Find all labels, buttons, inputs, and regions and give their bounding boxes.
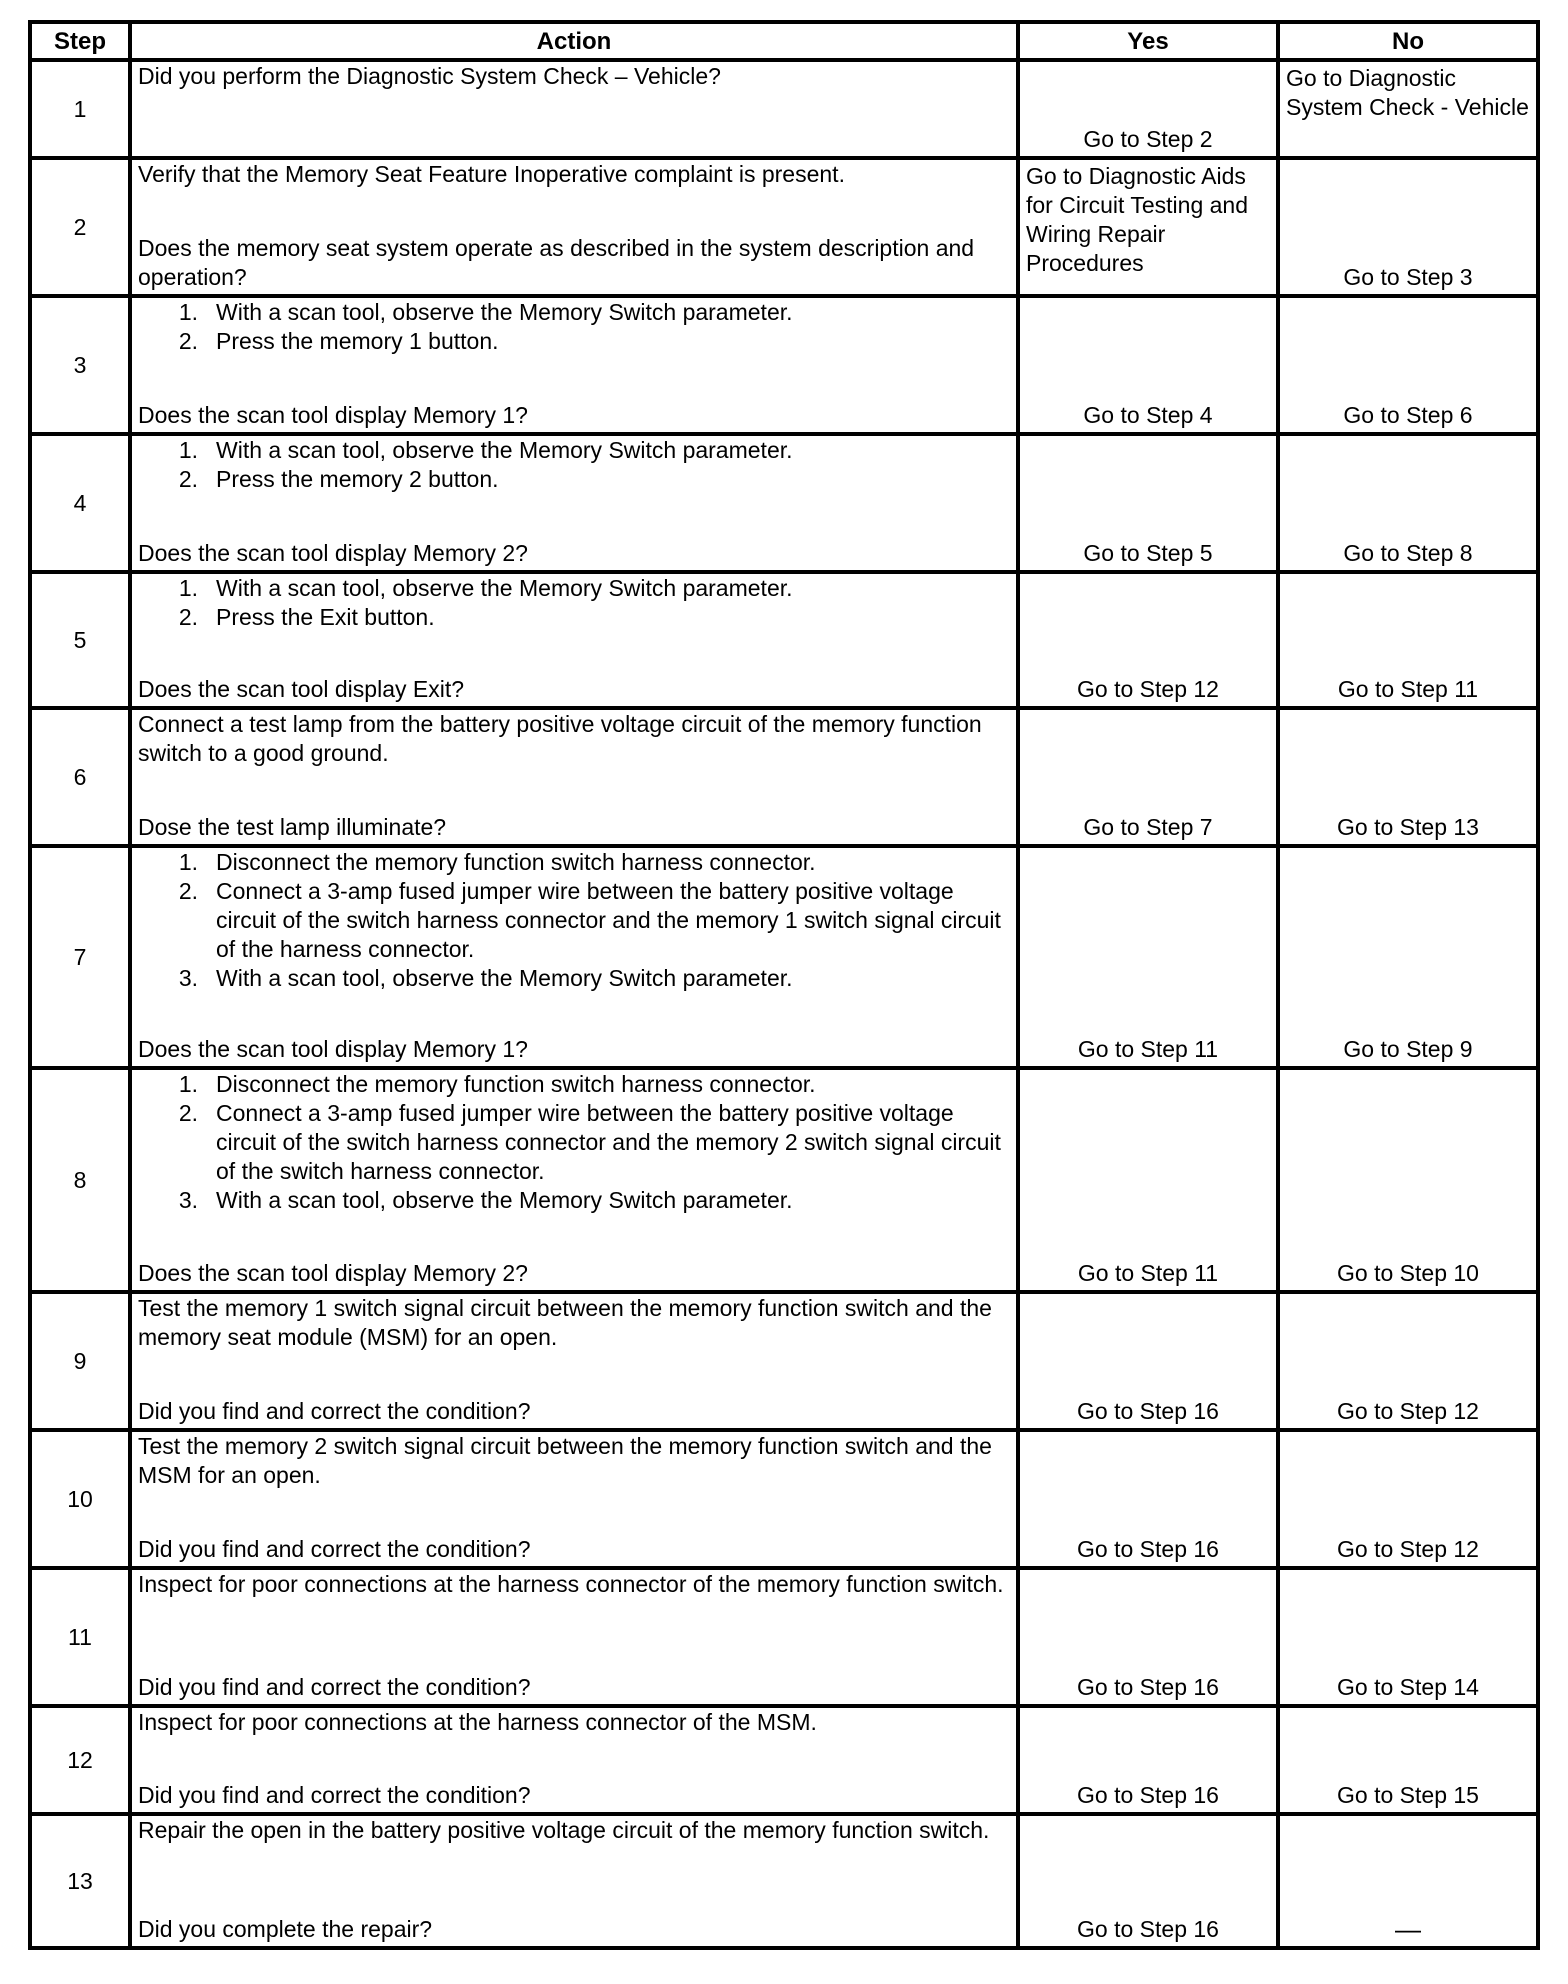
list-item-text: Connect a 3-amp fused jumper wire between the battery positive voltage circuit of the switch harness connector and the memory 2 switch signal circuit of the switch harness connector.	[216, 1100, 1001, 1184]
header-no: No	[1278, 22, 1538, 60]
table-row	[30, 1068, 1538, 1292]
action-text: Test the memory 2 switch signal circuit between the memory function switch and the MSM for an open.	[138, 1433, 992, 1488]
action-cell	[130, 60, 1018, 158]
yes-link[interactable]: Go to Step 2	[1018, 60, 1278, 158]
step-number: 9	[30, 1292, 130, 1430]
action-cell	[130, 1814, 1018, 1948]
no-link[interactable]: Go to Step 3	[1278, 158, 1538, 296]
list-item-number: 2.	[178, 1100, 198, 1126]
header-yes: Yes	[1018, 22, 1278, 60]
list-item	[138, 436, 1008, 465]
step-number: 4	[30, 434, 130, 572]
table-row	[30, 1568, 1538, 1706]
diagnostic-table	[28, 20, 1540, 1950]
list-item-number: 1.	[178, 299, 198, 325]
step-number: 7	[30, 846, 130, 1068]
table-row	[30, 1814, 1538, 1948]
yes-link[interactable]: Go to Step 12	[1018, 572, 1278, 708]
table-row	[30, 296, 1538, 434]
action-question: Dose the test lamp illuminate?	[138, 814, 447, 840]
list-item-text: With a scan tool, observe the Memory Switch parameter.	[216, 437, 793, 463]
action-cell	[130, 572, 1018, 708]
action-question: Did you complete the repair?	[138, 1916, 433, 1942]
list-item-number: 3.	[178, 1187, 198, 1213]
list-item-number: 2.	[178, 878, 198, 904]
yes-link[interactable]: Go to Step 11	[1018, 846, 1278, 1068]
action-question: Did you find and correct the condition?	[138, 1674, 531, 1700]
step-number: 2	[30, 158, 130, 296]
no-link[interactable]: Go to Step 10	[1278, 1068, 1538, 1292]
action-cell	[130, 434, 1018, 572]
list-item-text: Disconnect the memory function switch harness connector.	[216, 849, 816, 875]
no-link[interactable]: Go to Step 13	[1278, 708, 1538, 846]
action-question: Does the scan tool display Exit?	[138, 676, 465, 702]
action-cell	[130, 296, 1018, 434]
action-steps-list	[138, 436, 1008, 494]
no-link[interactable]: Go to Diagnostic System Check - Vehicle	[1278, 60, 1538, 158]
yes-link[interactable]: Go to Step 11	[1018, 1068, 1278, 1292]
action-cell	[130, 708, 1018, 846]
action-text: Test the memory 1 switch signal circuit between the memory function switch and the memory seat module (MSM) for an open.	[138, 1295, 992, 1350]
yes-link[interactable]: Go to Step 16	[1018, 1430, 1278, 1568]
table-row	[30, 158, 1538, 296]
no-link[interactable]: Go to Step 12	[1278, 1430, 1538, 1568]
table-row	[30, 1292, 1538, 1430]
action-steps-list	[138, 1070, 1008, 1215]
header-row	[30, 22, 1538, 60]
step-number: 13	[30, 1814, 130, 1948]
step-number: 11	[30, 1568, 130, 1706]
list-item	[138, 603, 1008, 632]
action-question: Did you find and correct the condition?	[138, 1782, 531, 1808]
list-item	[138, 848, 1008, 877]
no-link[interactable]: Go to Step 15	[1278, 1706, 1538, 1814]
table-row	[30, 708, 1538, 846]
step-number: 8	[30, 1068, 130, 1292]
list-item-text: Press the memory 2 button.	[216, 466, 499, 492]
action-steps-list	[138, 848, 1008, 993]
action-cell	[130, 158, 1018, 296]
list-item-text: With a scan tool, observe the Memory Switch parameter.	[216, 575, 793, 601]
action-question: Does the scan tool display Memory 2?	[138, 1260, 528, 1286]
action-cell	[130, 1706, 1018, 1814]
list-item-number: 2.	[178, 328, 198, 354]
list-item	[138, 298, 1008, 327]
step-number: 10	[30, 1430, 130, 1568]
action-steps-list	[138, 574, 1008, 632]
header-step: Step	[30, 22, 130, 60]
list-item	[138, 877, 1008, 964]
no-link[interactable]: Go to Step 12	[1278, 1292, 1538, 1430]
yes-link[interactable]: Go to Step 16	[1018, 1706, 1278, 1814]
list-item-number: 2.	[178, 604, 198, 630]
action-steps-list	[138, 298, 1008, 356]
list-item	[138, 465, 1008, 494]
action-question: Did you find and correct the condition?	[138, 1536, 531, 1562]
list-item	[138, 1070, 1008, 1099]
list-item	[138, 964, 1008, 993]
list-item-text: With a scan tool, observe the Memory Switch parameter.	[216, 299, 793, 325]
list-item-text: Disconnect the memory function switch harness connector.	[216, 1071, 816, 1097]
action-text: Connect a test lamp from the battery positive voltage circuit of the memory function switch to a good ground.	[138, 711, 982, 766]
yes-link[interactable]: Go to Diagnostic Aids for Circuit Testing and Wiring Repair Procedures	[1018, 158, 1278, 296]
list-item-text: With a scan tool, observe the Memory Switch parameter.	[216, 965, 793, 991]
list-item-number: 1.	[178, 575, 198, 601]
yes-link[interactable]: Go to Step 7	[1018, 708, 1278, 846]
yes-link[interactable]: Go to Step 16	[1018, 1814, 1278, 1948]
no-link: —	[1278, 1814, 1538, 1948]
list-item-text: Press the Exit button.	[216, 604, 435, 630]
list-item-text: Press the memory 1 button.	[216, 328, 499, 354]
action-cell	[130, 1292, 1018, 1430]
list-item	[138, 327, 1008, 356]
no-link[interactable]: Go to Step 6	[1278, 296, 1538, 434]
action-cell	[130, 1568, 1018, 1706]
action-question: Does the memory seat system operate as described in the system description and operation?	[138, 235, 975, 290]
table-row	[30, 60, 1538, 158]
no-link[interactable]: Go to Step 9	[1278, 846, 1538, 1068]
step-number: 1	[30, 60, 130, 158]
list-item	[138, 1186, 1008, 1215]
yes-link[interactable]: Go to Step 16	[1018, 1292, 1278, 1430]
step-number: 6	[30, 708, 130, 846]
list-item	[138, 1099, 1008, 1186]
action-text: Repair the open in the battery positive voltage circuit of the memory function switch.	[138, 1817, 990, 1843]
list-item-text: Connect a 3-amp fused jumper wire between the battery positive voltage circuit of the switch harness connector and the memory 1 switch signal circuit of the harness connector.	[216, 878, 1001, 962]
table-row	[30, 846, 1538, 1068]
list-item	[138, 574, 1008, 603]
list-item-number: 3.	[178, 965, 198, 991]
no-link[interactable]: Go to Step 14	[1278, 1568, 1538, 1706]
action-cell	[130, 1430, 1018, 1568]
list-item-number: 1.	[178, 437, 198, 463]
action-text: Verify that the Memory Seat Feature Inoperative complaint is present.	[138, 161, 845, 187]
list-item-text: With a scan tool, observe the Memory Switch parameter.	[216, 1187, 793, 1213]
action-cell	[130, 1068, 1018, 1292]
action-text: Inspect for poor connections at the harness connector of the memory function switch.	[138, 1571, 1004, 1597]
action-question: Does the scan tool display Memory 1?	[138, 1036, 528, 1062]
action-question: Does the scan tool display Memory 1?	[138, 402, 528, 428]
no-link[interactable]: Go to Step 11	[1278, 572, 1538, 708]
action-question: Does the scan tool display Memory 2?	[138, 540, 528, 566]
yes-link[interactable]: Go to Step 4	[1018, 296, 1278, 434]
yes-link[interactable]: Go to Step 5	[1018, 434, 1278, 572]
table-row	[30, 1430, 1538, 1568]
list-item-number: 1.	[178, 849, 198, 875]
action-text: Did you perform the Diagnostic System Check – Vehicle?	[138, 63, 721, 89]
table-row	[30, 572, 1538, 708]
action-cell	[130, 846, 1018, 1068]
step-number: 3	[30, 296, 130, 434]
step-number: 5	[30, 572, 130, 708]
step-number: 12	[30, 1706, 130, 1814]
list-item-number: 1.	[178, 1071, 198, 1097]
list-item-number: 2.	[178, 466, 198, 492]
yes-link[interactable]: Go to Step 16	[1018, 1568, 1278, 1706]
header-action: Action	[130, 22, 1018, 60]
table-row	[30, 434, 1538, 572]
action-text: Inspect for poor connections at the harness connector of the MSM.	[138, 1709, 817, 1735]
action-question: Did you find and correct the condition?	[138, 1398, 531, 1424]
table-row	[30, 1706, 1538, 1814]
no-link[interactable]: Go to Step 8	[1278, 434, 1538, 572]
